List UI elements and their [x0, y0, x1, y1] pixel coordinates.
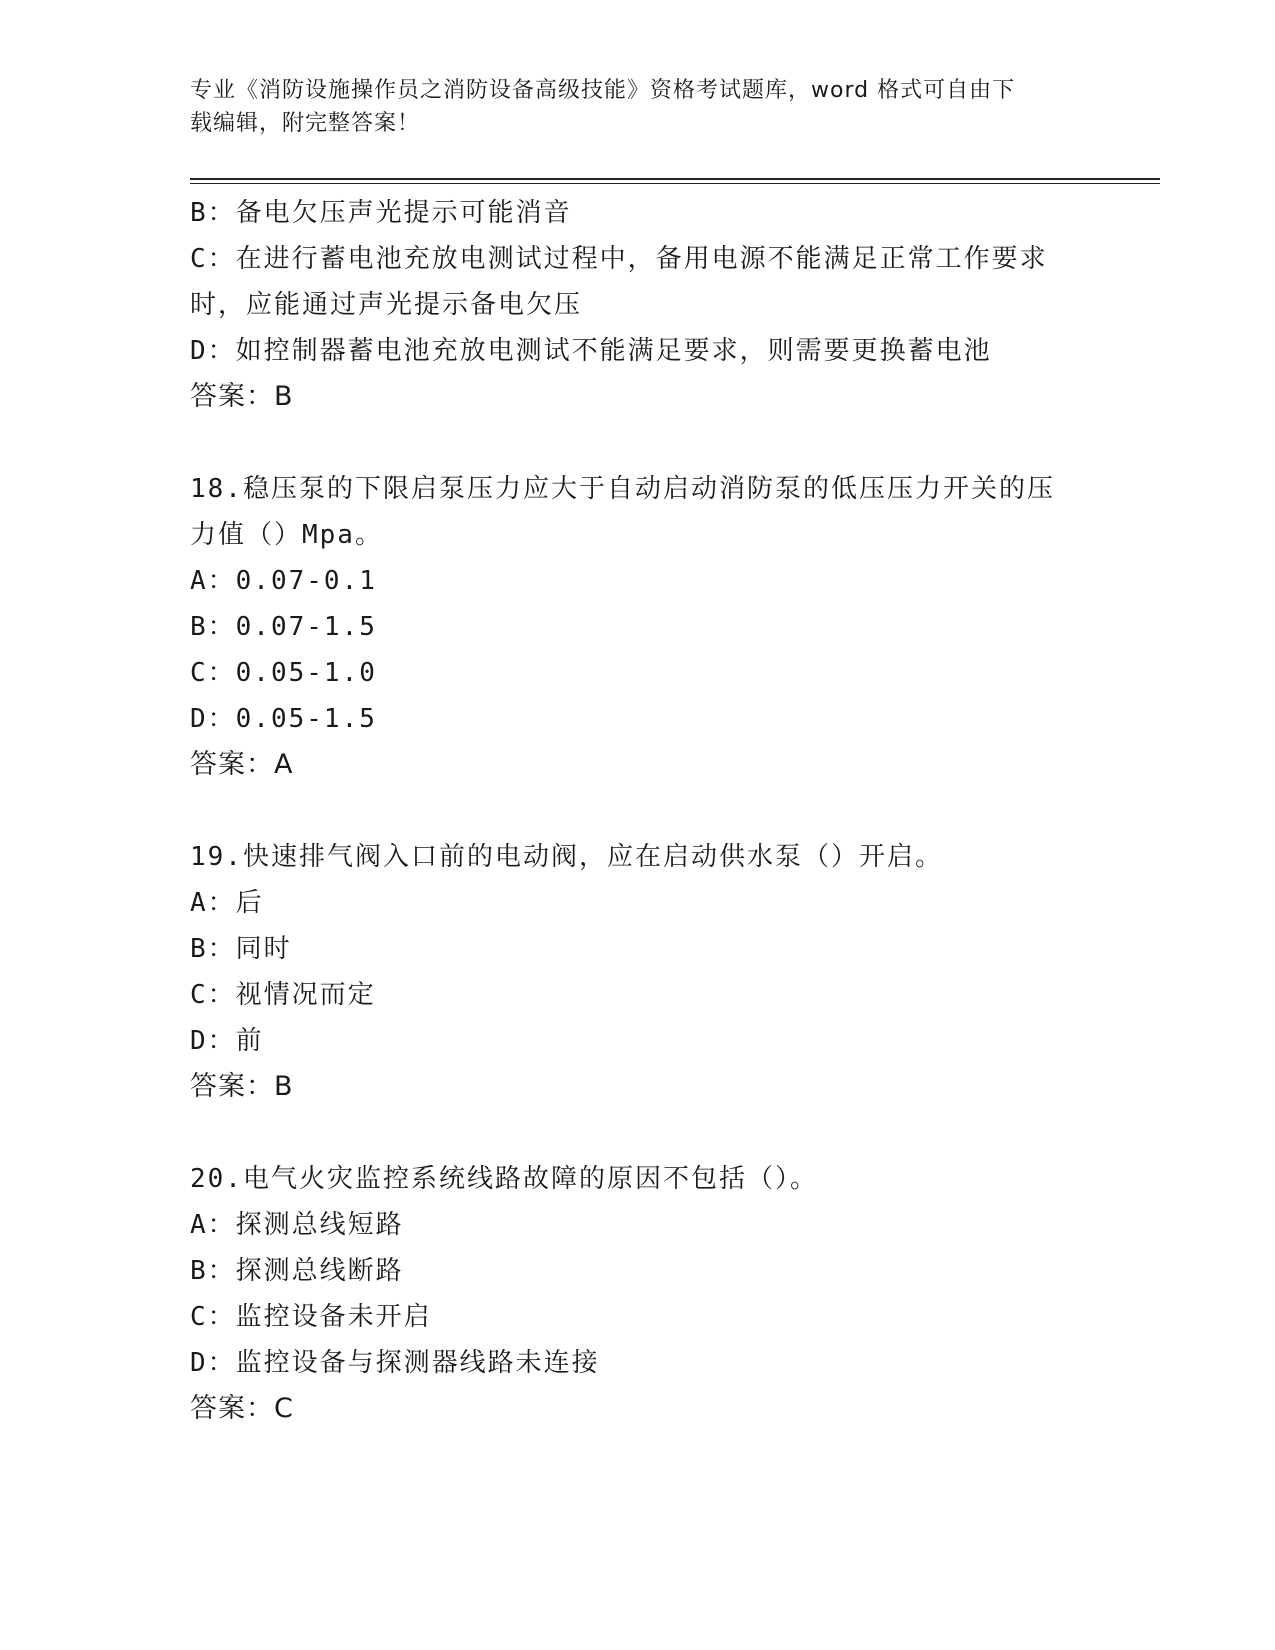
- question-17-tail: [190, 190, 1090, 420]
- header-rule-thin: [190, 183, 1160, 184]
- option-d: D：前: [190, 1026, 264, 1056]
- answer: 答案：C: [190, 1393, 294, 1424]
- option-c-line-2: 时，应能通过声光提示备电欠压: [190, 290, 583, 320]
- question-stem: 20.电气火灾监控系统线路故障的原因不包括（）。: [190, 1164, 818, 1194]
- question-list: [190, 190, 1090, 1432]
- option-b: B：备电欠压声光提示可能消音: [190, 198, 572, 228]
- question-stem: 19.快速排气阀入口前的电动阀，应在启动供水泵（）开启。: [190, 842, 943, 872]
- option-b: B：0.07-1.5: [190, 612, 377, 642]
- option-c: C：0.05-1.0: [190, 658, 377, 688]
- option-d: D：如控制器蓄电池充放电测试不能满足要求，则需要更换蓄电池: [190, 336, 992, 366]
- document-header: [190, 74, 1090, 140]
- option-b: B：同时: [190, 934, 292, 964]
- option-c-line-1: C：在进行蓄电池充放电测试过程中，备用电源不能满足正常工作要求: [190, 244, 1048, 274]
- question-19: [190, 834, 1090, 1110]
- question-20: [190, 1156, 1090, 1432]
- question-18: [190, 466, 1090, 788]
- option-a: A：0.07-0.1: [190, 566, 377, 596]
- option-c: C：视情况而定: [190, 980, 376, 1010]
- option-c: C：监控设备未开启: [190, 1302, 432, 1332]
- option-d: D：监控设备与探测器线路未连接: [190, 1348, 600, 1378]
- header-line-2: 载编辑，附完整答案！: [190, 111, 421, 136]
- question-stem-line-1: 18.稳压泵的下限启泵压力应大于自动启动消防泵的低压压力开关的压: [190, 474, 1055, 504]
- option-a: A：探测总线短路: [190, 1210, 404, 1240]
- answer: 答案：B: [190, 381, 294, 412]
- option-a: A：后: [190, 888, 264, 918]
- option-d: D：0.05-1.5: [190, 704, 377, 734]
- question-stem-line-2: 力值（）Mpa。: [190, 520, 383, 550]
- header-line-1: 专业《消防设施操作员之消防设备高级技能》资格考试题库，word 格式可自由下: [190, 78, 1016, 103]
- option-b: B：探测总线断路: [190, 1256, 404, 1286]
- header-rule-thick: [190, 178, 1160, 180]
- answer: 答案：A: [190, 749, 294, 780]
- answer: 答案：B: [190, 1071, 294, 1102]
